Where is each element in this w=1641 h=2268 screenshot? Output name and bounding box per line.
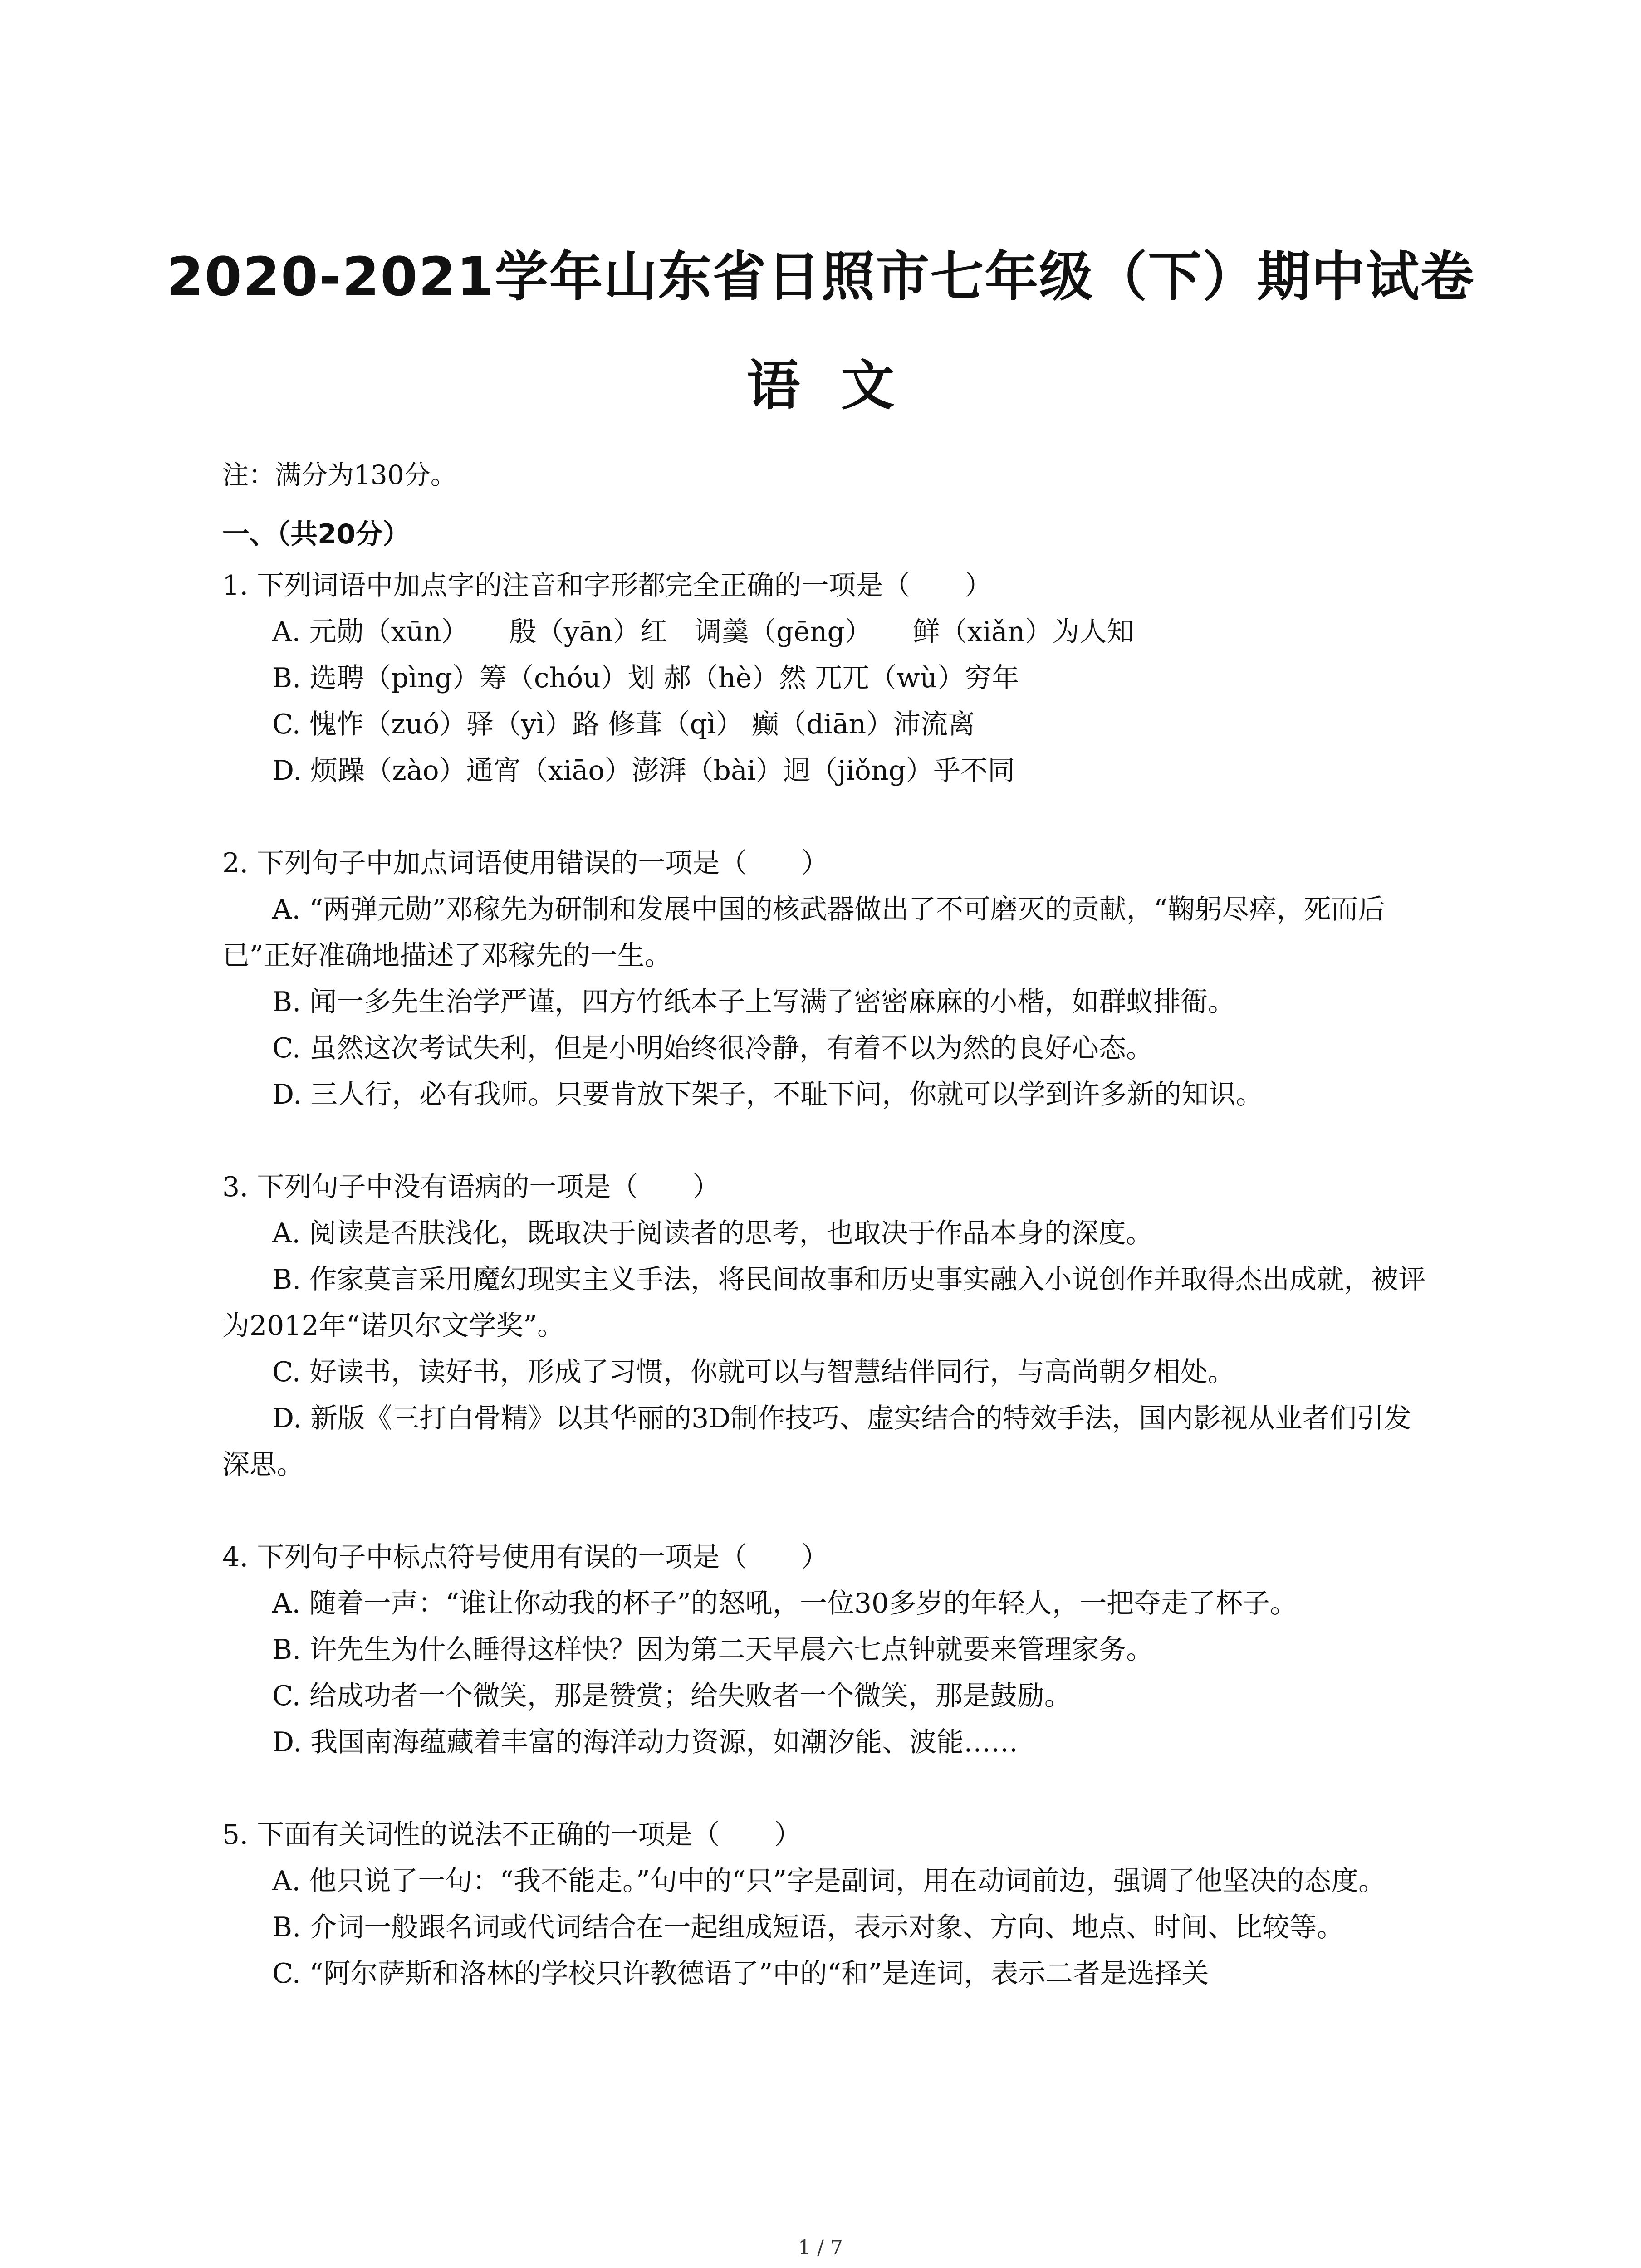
exam-subject: 语文 (746, 354, 936, 417)
option-d: D. 我国南海蕴藏着丰富的海洋动力资源，如潮汐能、波能…… (272, 1726, 1019, 1758)
option-a: A. 阅读是否肤浅化，既取决于阅读者的思考，也取决于作品本身的深度。 (272, 1217, 1153, 1249)
option-b: B. 介词一般跟名词或代词结合在一起组成短语，表示对象、方向、地点、时间、比较等。 (272, 1911, 1344, 1943)
option-c: C. “阿尔萨斯和洛林的学校只许教德语了”中的“和”是连词，表示二者是选择关 (272, 1958, 1209, 1989)
exam-title: 2020-2021学年山东省日照市七年级（下）期中试卷 (166, 245, 1475, 308)
option-d: D. 三人行，必有我师。只要肯放下架子，不耻下问，你就可以学到许多新的知识。 (272, 1079, 1264, 1110)
option-d: D. 烦躁（zào）通宵（xiāo）澎湃（bài）迥（jiǒng）乎不同 (272, 755, 1015, 787)
option-b: B. 闻一多先生治学严谨，四方竹纸本子上写满了密密麻麻的小楷，如群蚁排衙。 (272, 986, 1235, 1018)
option-c: C. 给成功者一个微笑，那是赞赏；给失败者一个微笑，那是鼓励。 (272, 1680, 1072, 1712)
option-c: C. 虽然这次考试失利，但是小明始终很冷静，有着不以为然的良好心态。 (272, 1032, 1153, 1064)
option-b: B. 作家莫言采用魔幻现实主义手法，将民间故事和历史事实融入小说创作并取得杰出成就，被评为2012年“诺贝尔文学奖”。 (222, 1264, 1426, 1342)
option-a: A. “两弹元勋”邓稼先为研制和发展中国的核武器做出了不可磨灭的贡献，“鞠躬尽瘁，死而后已”正好准确地描述了邓稼先的一生。 (222, 894, 1386, 972)
option-b: B. 选聘（pìng）筹（chóu）划 郝（hè）然 兀兀（wù）穷年 (272, 662, 1019, 694)
option-a: A. 他只说了一句：“我不能走。”句中的“只”字是副词，用在动词前边，强调了他坚决的态度。 (272, 1865, 1386, 1897)
question-stem: 5. 下面有关词性的说法不正确的一项是（ ） (222, 1819, 802, 1851)
option-b: B. 许先生为什么睡得这样快？因为第二天早晨六七点钟就要来管理家务。 (272, 1634, 1154, 1666)
option-a: A. 随着一声：“谁让你动我的杯子”的怒吼，一位30多岁的年轻人，一把夺走了杯子。 (272, 1588, 1298, 1619)
question-list (222, 562, 1438, 2043)
question-3 (222, 1164, 1438, 1488)
question-1 (222, 562, 1438, 794)
option-c: C. 好读书，读好书，形成了习惯，你就可以与智慧结伴同行，与高尚朝夕相处。 (272, 1356, 1235, 1388)
question-stem: 2. 下列句子中加点词语使用错误的一项是（ ） (222, 847, 829, 879)
question-4 (222, 1534, 1438, 1765)
option-a: A. 元勋（xūn） 殷（yān）红 调羹（gēng） 鲜（xiǎn）为人知 (272, 616, 1134, 648)
question-2 (222, 840, 1438, 1118)
option-c: C. 愧怍（zuó）驿（yì）路 修葺（qì） 癫（diān）沛流离 (272, 709, 975, 740)
question-stem: 3. 下列句子中没有语病的一项是（ ） (222, 1171, 720, 1203)
question-stem: 4. 下列句子中标点符号使用有误的一项是（ ） (222, 1541, 829, 1573)
option-d: D. 新版《三打白骨精》以其华丽的3D制作技巧、虚实结合的特效手法，国内影视从业者们引发深思。 (222, 1403, 1411, 1481)
question-5 (222, 1812, 1438, 1997)
section-heading: 一、（共20分） (222, 518, 410, 550)
question-stem: 1. 下列词语中加点字的注音和字形都完全正确的一项是（ ） (222, 570, 992, 601)
score-note: 注：满分为130分。 (222, 459, 457, 490)
page-number: 1 / 7 (798, 2236, 843, 2259)
